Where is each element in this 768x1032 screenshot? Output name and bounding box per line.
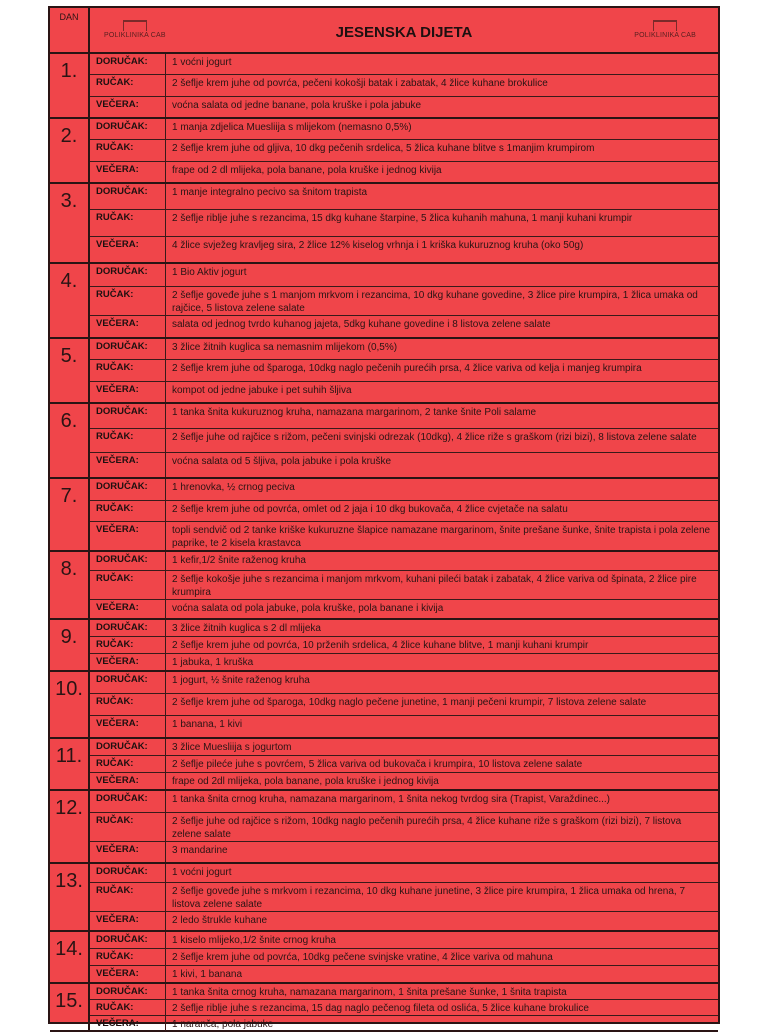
- breakfast-row: [90, 479, 718, 501]
- day-number: 10.: [50, 672, 90, 737]
- day-block: [50, 339, 718, 404]
- dinner-row: [90, 842, 718, 863]
- meal-rows: [90, 620, 718, 670]
- lunch-row: [90, 75, 718, 96]
- breakfast-row: [90, 119, 718, 140]
- breakfast-label: DORUČAK:: [90, 184, 166, 209]
- lunch-label: RUČAK:: [90, 637, 166, 653]
- meal-rows: [90, 791, 718, 862]
- breakfast-label: DORUČAK:: [90, 932, 166, 948]
- day-number: 5.: [50, 339, 90, 402]
- breakfast-label: DORUČAK:: [90, 264, 166, 286]
- meal-rows: [90, 54, 718, 117]
- lunch-row: [90, 1000, 718, 1016]
- day-block: [50, 620, 718, 672]
- meal-rows: [90, 339, 718, 402]
- dinner-text: 1 jabuka, 1 kruška: [172, 657, 254, 668]
- meal-rows: [90, 184, 718, 262]
- breakfast-row: [90, 54, 718, 75]
- lunch-label: RUČAK:: [90, 140, 166, 160]
- meal-rows: [90, 264, 718, 337]
- breakfast-text: 3 žlice žitnih kuglica s 2 dl mlijeka: [172, 623, 321, 634]
- breakfast-row: [90, 620, 718, 637]
- dinner-label: VEČERA:: [90, 97, 166, 117]
- lunch-row: [90, 501, 718, 523]
- logo-text: POLIKLINIKA CAB: [634, 32, 696, 39]
- breakfast-row: [90, 672, 718, 694]
- meal-rows: [90, 864, 718, 930]
- day-block: [50, 184, 718, 264]
- lunch-text: 2 šeflje goveđe juhe s mrkvom i rezancima, 10 dkg kuhane junetine, 3 žlice pire krumpira, 1 žlica umaka od hrena, 7 listova zelene salate: [172, 886, 686, 910]
- breakfast-row: [90, 404, 718, 429]
- meal-rows: [90, 739, 718, 789]
- breakfast-label: DORUČAK:: [90, 479, 166, 500]
- dinner-label: VEČERA:: [90, 237, 166, 262]
- breakfast-row: [90, 739, 718, 756]
- lunch-row: [90, 694, 718, 716]
- day-block: [50, 404, 718, 479]
- breakfast-text: 1 kefir,1/2 šnite raženog kruha: [172, 555, 306, 566]
- day-block: [50, 672, 718, 739]
- lunch-text: 2 šeflje kokošje juhe s rezancima i manjom mrkvom, kuhani pileći batak i zabatak, 4 žlice variva od špinata, 2 žlice pire krumpira: [172, 574, 697, 598]
- lunch-text: 2 šeflje riblje juhe s rezancima, 15 dag naglo pečenog fileta od oslića, 5 žlice kuhane brokulice: [172, 1003, 589, 1014]
- lunch-label: RUČAK:: [90, 883, 166, 911]
- lunch-text: 2 šeflje juhe od rajčice s rižom, 10dkg naglo pečenih purećih prsa, 4 žlice kuhane riže s graškom (rizi bizi), 7 listova zelene salate: [172, 815, 682, 840]
- dinner-row: [90, 912, 718, 930]
- lunch-label: RUČAK:: [90, 571, 166, 599]
- meal-rows: [90, 932, 718, 982]
- lunch-label: RUČAK:: [90, 210, 166, 235]
- breakfast-text: 1 Bio Aktiv jogurt: [172, 267, 247, 278]
- dinner-row: [90, 1016, 718, 1031]
- dinner-text: kompot od jedne jabuke i pet suhih šljiva: [172, 384, 352, 396]
- logo-mark-icon: [653, 20, 677, 31]
- day-block: [50, 864, 718, 932]
- dinner-text: 3 mandarine: [172, 844, 228, 856]
- dinner-label: VEČERA:: [90, 966, 166, 982]
- lunch-text: 2 šeflje krem juhe od povrća, pečeni kokošji batak i zabatak, 4 žlice kuhane brokulice: [172, 78, 548, 90]
- dinner-text: 1 kivi, 1 banana: [172, 969, 243, 980]
- lunch-label: RUČAK:: [90, 756, 166, 772]
- lunch-label: RUČAK:: [90, 360, 166, 380]
- lunch-text: 2 šeflje krem juhe od šparoga, 10dkg naglo pečene junetine, 1 manji pečeni krumpir, 7 listova zelene salate: [172, 697, 647, 708]
- breakfast-label: DORUČAK:: [90, 864, 166, 882]
- breakfast-label: DORUČAK:: [90, 119, 166, 139]
- day-block: [50, 119, 718, 184]
- lunch-text: 2 šeflje riblje juhe s rezancima, 15 dkg kuhane štarpine, 5 žlica kuhanih mahuna, 1 manji kuhani krumpir: [172, 213, 633, 225]
- day-block: [50, 739, 718, 791]
- lunch-row: [90, 571, 718, 600]
- day-block: [50, 984, 718, 1032]
- breakfast-row: [90, 184, 718, 210]
- dinner-text: topli sendvič od 2 tanke kriške kukuruzne šlapice namazane margarinom, šnite prešane šunke, šnite trapista i pola zelene paprike, te 2 kisela krastavca: [172, 525, 711, 549]
- lunch-text: 2 šeflje krem juhe od povrća, omlet od 2 jaja i 10 dkg bukovača, 4 žlice cvjetače na salatu: [172, 503, 568, 515]
- lunch-label: RUČAK:: [90, 813, 166, 841]
- dinner-text: frape od 2dl mlijeka, pola banane, pola kruške i jednog kivija: [172, 776, 439, 787]
- lunch-text: 2 šeflje krem juhe od šparoga, 10dkg naglo pečenih purećih prsa, 4 žlice variva od kelja i manjeg krumpira: [172, 363, 642, 375]
- day-number: 7.: [50, 479, 90, 550]
- breakfast-label: DORUČAK:: [90, 672, 166, 693]
- breakfast-text: 1 tanka šnita crnog kruha, namazana margarinom, 1 šnita prešane šunke, 1 šnita trapista: [172, 987, 567, 998]
- day-number: 6.: [50, 404, 90, 477]
- meal-rows: [90, 479, 718, 550]
- day-column-header: DAN: [50, 8, 90, 52]
- breakfast-text: 1 kiselo mlijeko,1/2 šnite crnog kruha: [172, 935, 336, 946]
- meal-rows: [90, 404, 718, 477]
- lunch-label: RUČAK:: [90, 287, 166, 315]
- lunch-text: 2 šeflje krem juhe od povrća, 10 prženih srdelica, 4 žlice kuhane blitve, 1 manji kuhani krumpir: [172, 640, 589, 651]
- lunch-label: RUČAK:: [90, 694, 166, 715]
- day-number: 15.: [50, 984, 90, 1030]
- logo-text: POLIKLINIKA CAB: [104, 32, 166, 39]
- breakfast-row: [90, 264, 718, 287]
- day-block: [50, 54, 718, 119]
- breakfast-label: DORUČAK:: [90, 54, 166, 74]
- breakfast-row: [90, 932, 718, 949]
- lunch-text: 2 šeflje juhe od rajčice s rižom, pečeni svinjski odrezak (10dkg), 4 žlice riže s graškom (rizi bizi), 8 listova zelene salate: [172, 431, 697, 443]
- day-block: [50, 264, 718, 339]
- day-number: 13.: [50, 864, 90, 930]
- dinner-row: [90, 382, 718, 402]
- lunch-label: RUČAK:: [90, 949, 166, 965]
- meal-rows: [90, 552, 718, 618]
- breakfast-text: 1 hrenovka, ½ crnog peciva: [172, 482, 295, 493]
- dinner-text: 2 ledo štrukle kuhane: [172, 915, 268, 926]
- breakfast-label: DORUČAK:: [90, 739, 166, 755]
- breakfast-text: 1 tanka šnita crnog kruha, namazana margarinom, 1 šnita nekog tvrdog sira (Trapist, Varaždinec...): [172, 794, 610, 805]
- dinner-row: [90, 162, 718, 182]
- day-number: 1.: [50, 54, 90, 117]
- dinner-row: [90, 966, 718, 982]
- dinner-row: [90, 97, 718, 117]
- dinner-text: salata od jednog tvrdo kuhanog jajeta, 5dkg kuhane govedine i 8 listova zelene salate: [172, 318, 551, 330]
- dinner-label: VEČERA:: [90, 912, 166, 930]
- dinner-row: [90, 316, 718, 338]
- dinner-text: 1 banana, 1 kivi: [172, 719, 243, 730]
- lunch-row: [90, 429, 718, 454]
- days-list: [50, 54, 718, 1032]
- breakfast-text: 3 žlice Muesliija s jogurtom: [172, 742, 292, 753]
- day-number: 14.: [50, 932, 90, 982]
- breakfast-label: DORUČAK:: [90, 339, 166, 359]
- table-header: [50, 8, 718, 54]
- lunch-row: [90, 140, 718, 161]
- lunch-label: RUČAK:: [90, 429, 166, 453]
- dinner-label: VEČERA:: [90, 1016, 166, 1031]
- day-number: 9.: [50, 620, 90, 670]
- dinner-row: [90, 773, 718, 789]
- dinner-label: VEČERA:: [90, 773, 166, 789]
- dinner-row: [90, 522, 718, 550]
- dinner-row: [90, 453, 718, 477]
- breakfast-text: 1 tanka šnita kukuruznog kruha, namazana margarinom, 2 tanke šnite Poli salame: [172, 407, 537, 418]
- lunch-text: 2 šeflje goveđe juhe s 1 manjom mrkvom i rezancima, 10 dkg kuhane govedine, 3 žlice pire krumpira, 1 žlica umaka od rajčice, 5 listova zelene salate: [172, 289, 698, 314]
- breakfast-label: DORUČAK:: [90, 791, 166, 812]
- breakfast-text: 1 voćni jogurt: [172, 57, 232, 68]
- lunch-row: [90, 949, 718, 966]
- dinner-text: 1 naranča, pola jabuke: [172, 1019, 274, 1030]
- diet-sheet: [48, 6, 720, 1030]
- breakfast-row: [90, 864, 718, 883]
- day-number: 3.: [50, 184, 90, 262]
- day-block: [50, 791, 718, 864]
- lunch-row: [90, 360, 718, 381]
- dinner-text: frape od 2 dl mlijeka, pola banane, pola kruške i jednog kivija: [172, 164, 442, 176]
- breakfast-text: 1 manja zdjelica Muesliija s mlijekom (nemasno 0,5%): [172, 122, 412, 133]
- lunch-row: [90, 813, 718, 842]
- day-number: 2.: [50, 119, 90, 182]
- lunch-row: [90, 210, 718, 236]
- dinner-label: VEČERA:: [90, 716, 166, 737]
- breakfast-label: DORUČAK:: [90, 620, 166, 636]
- dinner-label: VEČERA:: [90, 842, 166, 863]
- breakfast-text: 1 voćni jogurt: [172, 867, 232, 878]
- lunch-text: 2 šeflje krem juhe od gljiva, 10 dkg pečenih srdelica, 5 žlica kuhane blitve s 1manjim krumpirom: [172, 143, 595, 155]
- breakfast-text: 1 jogurt, ½ šnite raženog kruha: [172, 675, 310, 686]
- clinic-logo-right: [634, 20, 696, 39]
- dinner-label: VEČERA:: [90, 162, 166, 182]
- day-number: 4.: [50, 264, 90, 337]
- dinner-text: voćna salata od pola jabuke, pola kruške, pola banane i kivija: [172, 603, 444, 614]
- dinner-text: 4 žlice svježeg kravljeg sira, 2 žlice 12% kiselog vrhnja i 1 kriška kukuruznog kruha (oko 50g): [172, 239, 584, 251]
- dinner-row: [90, 237, 718, 262]
- day-block: [50, 932, 718, 984]
- dinner-text: voćna salata od 5 šljiva, pola jabuke i pola kruške: [172, 456, 392, 468]
- day-block: [50, 479, 718, 552]
- dinner-label: VEČERA:: [90, 600, 166, 618]
- dinner-label: VEČERA:: [90, 382, 166, 402]
- lunch-row: [90, 756, 718, 773]
- dinner-row: [90, 600, 718, 618]
- day-number: 12.: [50, 791, 90, 862]
- breakfast-row: [90, 339, 718, 360]
- dinner-row: [90, 654, 718, 670]
- lunch-row: [90, 637, 718, 654]
- breakfast-label: DORUČAK:: [90, 404, 166, 428]
- dinner-label: VEČERA:: [90, 654, 166, 670]
- title-area: [90, 8, 718, 52]
- dinner-text: voćna salata od jedne banane, pola kruške i pola jabuke: [172, 99, 422, 111]
- lunch-row: [90, 287, 718, 316]
- breakfast-label: DORUČAK:: [90, 984, 166, 999]
- breakfast-text: 3 žlice žitnih kuglica sa nemasnim mlijekom (0,5%): [172, 342, 398, 353]
- meal-rows: [90, 984, 718, 1030]
- lunch-row: [90, 883, 718, 912]
- lunch-text: 2 šeflje krem juhe od povrća, 10dkg pečene svinjske vratine, 4 žlice variva od mahuna: [172, 952, 553, 963]
- day-number: 8.: [50, 552, 90, 618]
- breakfast-row: [90, 984, 718, 1000]
- day-block: [50, 552, 718, 620]
- dinner-label: VEČERA:: [90, 522, 166, 550]
- day-number: 11.: [50, 739, 90, 789]
- breakfast-row: [90, 552, 718, 571]
- breakfast-row: [90, 791, 718, 813]
- breakfast-text: 1 manje integralno pecivo sa šnitom trapista: [172, 187, 368, 198]
- breakfast-label: DORUČAK:: [90, 552, 166, 570]
- dinner-label: VEČERA:: [90, 316, 166, 338]
- meal-rows: [90, 119, 718, 182]
- lunch-label: RUČAK:: [90, 501, 166, 522]
- dinner-label: VEČERA:: [90, 453, 166, 477]
- dinner-row: [90, 716, 718, 737]
- lunch-label: RUČAK:: [90, 1000, 166, 1015]
- meal-rows: [90, 672, 718, 737]
- page-title: JESENSKA DIJETA: [335, 24, 473, 41]
- lunch-text: 2 šeflje pileće juhe s povrćem, 5 žlica variva od bukovača i krumpira, 10 listova zelene salate: [172, 759, 583, 770]
- lunch-label: RUČAK:: [90, 75, 166, 95]
